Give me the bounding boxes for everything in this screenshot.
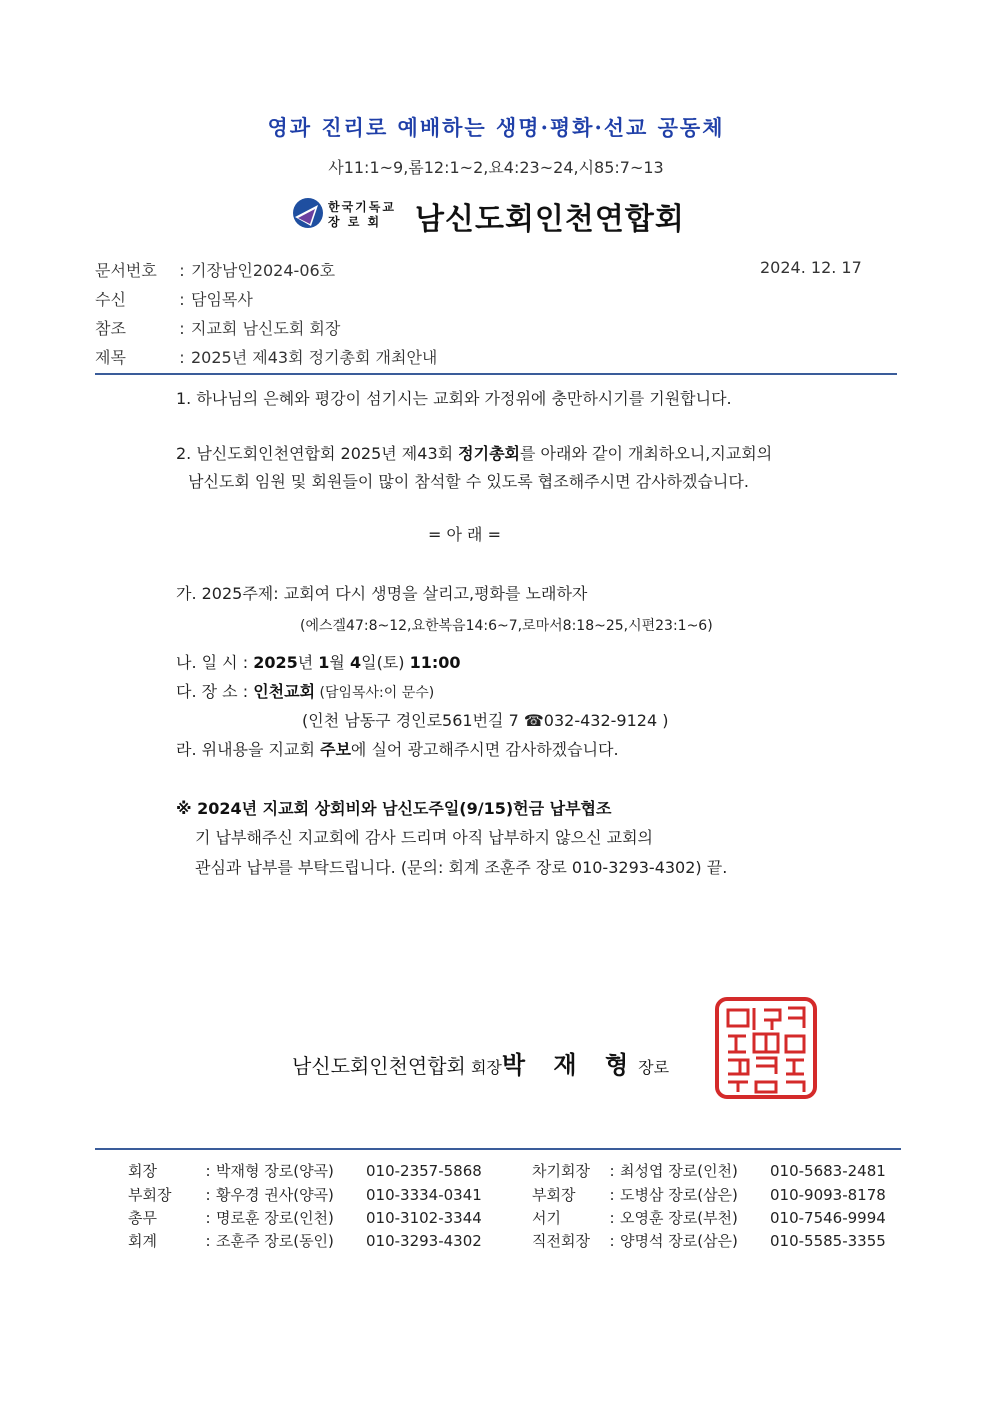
staff-name: 최성엽 장로(인천): [620, 1162, 738, 1180]
notice-paragraph-line2: 남신도회 임원 및 회원들이 많이 참석할 수 있도록 협조해주시면 감사하겠습니다.: [188, 472, 749, 491]
organization-name: 남신도회인천연합회: [415, 202, 685, 237]
official-seal-icon: [714, 996, 818, 1100]
reference-row: 참조 : 지교회 남신도회 회장: [95, 319, 341, 338]
staff-name: 조훈주 장로(동인): [216, 1232, 334, 1250]
payment-notice-line1: 기 납부해주신 지교회에 감사 드리며 아직 납부하지 않으신 교회의: [195, 828, 654, 847]
staff-role: 총무: [128, 1209, 157, 1227]
payment-notice-title: ※ 2024년 지교회 상회비와 남신도주일(9/15)헌금 납부협조: [176, 799, 612, 818]
staff-phone: 010-3293-4302: [366, 1232, 482, 1250]
item-datetime: 나. 일 시 : 2025년 1월 4일(토) 11:00: [176, 653, 461, 672]
staff-entry: [532, 1160, 886, 1181]
staff-role: 회계: [128, 1232, 157, 1250]
staff-entry: [532, 1207, 886, 1228]
greeting-paragraph: 1. 하나님의 은혜와 평강이 섬기시는 교회와 가정위에 충만하시기를 기원합니다.: [176, 389, 732, 408]
staff-role: 부회장: [532, 1186, 576, 1204]
staff-colon: :: [205, 1232, 211, 1250]
footer-divider: [95, 1148, 901, 1150]
staff-colon: :: [609, 1232, 615, 1250]
staff-colon: :: [609, 1162, 615, 1180]
staff-name: 황우경 권사(양곡): [216, 1186, 334, 1204]
staff-phone: 010-5683-2481: [770, 1162, 886, 1180]
staff-entry: [128, 1207, 482, 1228]
staff-phone: 010-2357-5868: [366, 1162, 482, 1180]
staff-role: 차기회장: [532, 1162, 590, 1180]
staff-phone: 010-9093-8178: [770, 1186, 886, 1204]
staff-name: 도병삼 장로(삼은): [620, 1186, 738, 1204]
church-logo-icon: [292, 197, 324, 229]
signature-line: 남신도회인천연합회 회장박 재 형장로: [292, 1051, 670, 1079]
doc-date: 2024. 12. 17: [760, 258, 862, 277]
staff-entry: [128, 1184, 482, 1205]
staff-phone: 010-3334-0341: [366, 1186, 482, 1204]
doc-number-row: 문서번호 : 기장남인2024-06호: [95, 261, 336, 280]
staff-name: 박재형 장로(양곡): [216, 1162, 334, 1180]
staff-name: 오영훈 장로(부천): [620, 1209, 738, 1227]
staff-phone: 010-5585-3355: [770, 1232, 886, 1250]
scripture-references: 사11:1~9,롬12:1~2,요4:23~24,시85:7~13: [328, 158, 664, 177]
below-heading: = 아 래 =: [428, 525, 501, 544]
theme-scripture: (에스겔47:8~12,요한복음14:6~7,로마서8:18~25,시편23:1~6): [300, 618, 713, 634]
denomination-label: 한국기독교 장 로 회: [328, 200, 396, 229]
staff-entry: [532, 1184, 886, 1205]
item-bulletin-request: 라. 위내용을 지교회 주보에 실어 광고해주시면 감사하겠습니다.: [176, 740, 619, 759]
staff-entry: [532, 1230, 886, 1251]
staff-colon: :: [205, 1186, 211, 1204]
staff-phone: 010-7546-9994: [770, 1209, 886, 1227]
staff-colon: :: [205, 1209, 211, 1227]
staff-colon: :: [609, 1209, 615, 1227]
staff-phone: 010-3102-3344: [366, 1209, 482, 1227]
staff-name: 명로훈 장로(인천): [216, 1209, 334, 1227]
payment-notice-line2: 관심과 납부를 부탁드립니다. (문의: 회계 조훈주 장로 010-3293-4302) 끝.: [195, 858, 728, 877]
header-divider: [95, 373, 897, 375]
staff-role: 회장: [128, 1162, 157, 1180]
staff-colon: :: [609, 1186, 615, 1204]
staff-entry: [128, 1160, 482, 1181]
motto-heading: 영과 진리로 예배하는 생명·평화·선교 공동체: [267, 115, 725, 140]
staff-role: 직전회장: [532, 1232, 590, 1250]
staff-colon: :: [205, 1162, 211, 1180]
notice-paragraph-line1: 2. 남신도회인천연합회 2025년 제43회 정기총회를 아래와 같이 개최하오니,지교회의: [176, 444, 773, 463]
staff-role: 서기: [532, 1209, 561, 1227]
item-location: 다. 장 소 : 인천교회 (담임목사:이 문수): [176, 682, 435, 701]
recipient-row: 수신 : 담임목사: [95, 290, 253, 309]
staff-role: 부회장: [128, 1186, 172, 1204]
subject-row: 제목 : 2025년 제43회 정기총회 개최안내: [95, 348, 438, 367]
item-theme: 가. 2025주제: 교회여 다시 생명을 살리고,평화를 노래하자: [176, 584, 588, 603]
staff-name: 양명석 장로(삼은): [620, 1232, 738, 1250]
location-address: (인천 남동구 경인로561번길 7 ☎032-432-9124 ): [302, 711, 669, 730]
staff-entry: [128, 1230, 482, 1251]
